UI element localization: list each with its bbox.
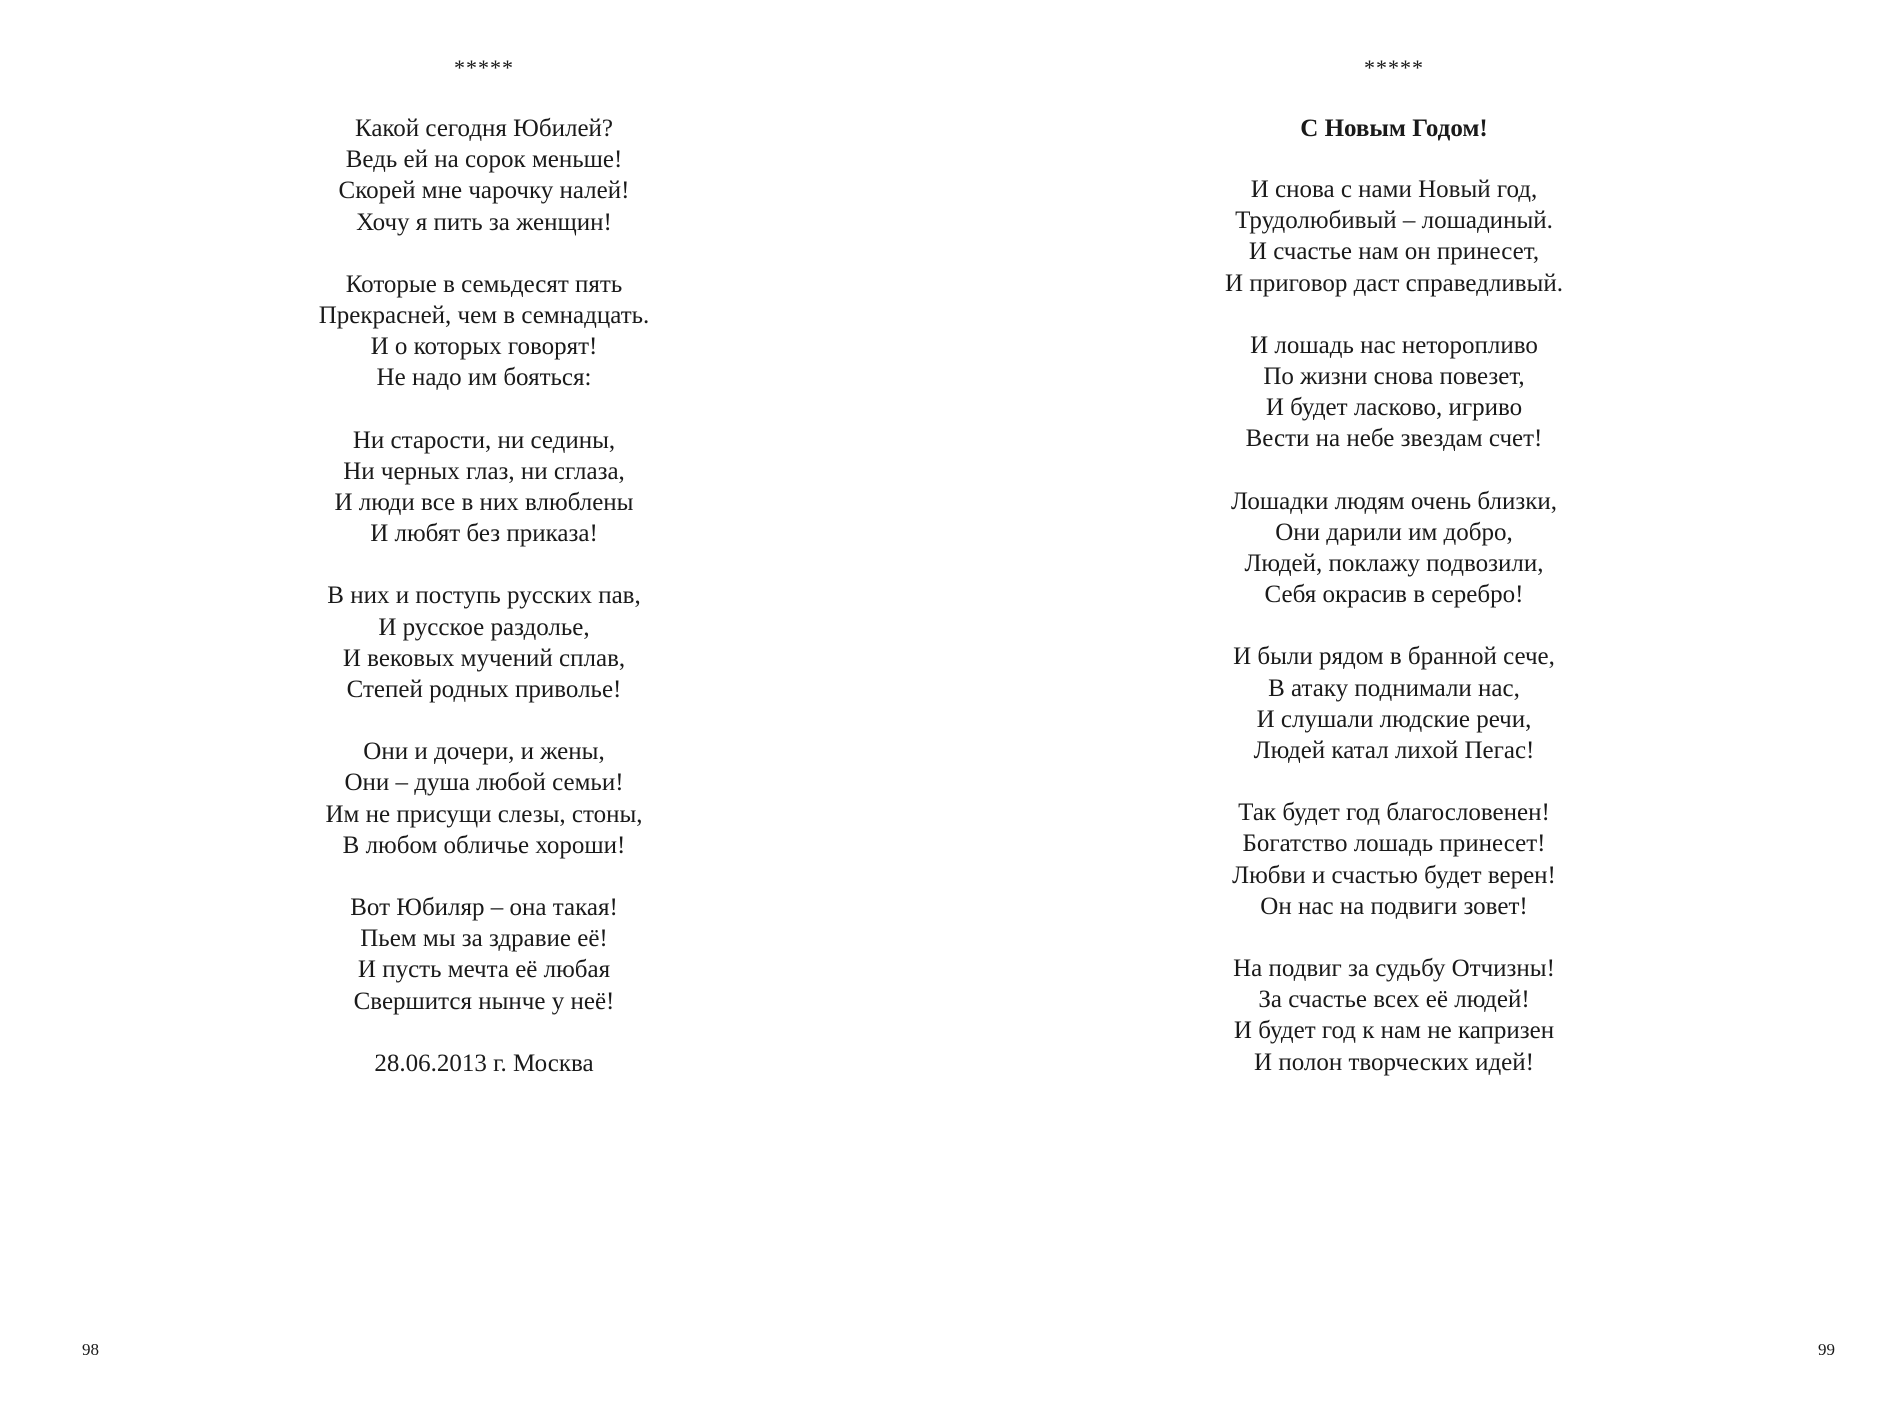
right-page (948, 0, 1896, 1412)
poem-line: Он нас на подвиги зовет! (1260, 892, 1528, 920)
poem-line: И счастье нам он принесет, (1248, 238, 1540, 266)
poem-line: Вот Юбиляр – она такая! (350, 894, 618, 922)
poem-line: Пьем мы за здравие её! (360, 925, 608, 953)
poem-line: Людей катал лихой Пегас! (1253, 737, 1535, 765)
poem-line: Они дарили им добро, (1275, 518, 1513, 546)
poem-line: И о которых говорят! (370, 333, 598, 361)
stanza (1094, 641, 1694, 766)
poem-line: И будет ласково, игриво (1265, 394, 1523, 422)
poem-line: По жизни снова повезет, (1263, 363, 1525, 391)
poem-line: И люди все в них влюблены (334, 489, 634, 517)
stanza (1094, 174, 1694, 299)
stanza (184, 892, 784, 1017)
poem-line: И будет год к нам не капризен (1233, 1017, 1555, 1045)
poem-line: И слушали людские речи, (1256, 705, 1532, 733)
poem-line: Прекрасней, чем в семнадцать. (318, 302, 650, 330)
poem-line: Какой сегодня Юбилей? (354, 115, 614, 142)
poem-line: Ни черных глаз, ни сглаза, (343, 457, 625, 485)
date-signature: 28.06.2013 г. Москва (374, 1049, 594, 1077)
poem-line: И любят без приказа! (370, 520, 598, 548)
poem-line: Степей родных приволье! (346, 676, 622, 704)
poem-line: И вековых мучений сплав, (342, 644, 626, 672)
poem-line: И были рядом в бранной сече, (1233, 643, 1555, 671)
poem-line: Богатство лошадь принесет! (1242, 830, 1546, 858)
stanza (184, 736, 784, 861)
poem-new-year (1094, 52, 1694, 1109)
page-number-left: 98 (82, 1340, 99, 1359)
poem-line: И пусть мечта её любая (357, 956, 611, 984)
stanza (1094, 330, 1694, 455)
poem-line: Себя окрасив в серебро! (1264, 581, 1524, 609)
stanza (1094, 486, 1694, 611)
poem-line: Вести на небе звездам счет! (1245, 425, 1543, 453)
poem-line: Лошадки людям очень близки, (1230, 487, 1557, 515)
poem-line: Ни старости, ни седины, (352, 426, 616, 454)
poem-line: Трудолюбивый – лошадиный. (1235, 207, 1553, 235)
poem-line: Людей, поклажу подвозили, (1244, 550, 1544, 578)
poem-line: Не надо им бояться: (376, 364, 592, 392)
poem-line: И приговор даст справедливый. (1225, 269, 1563, 297)
stanza (1094, 953, 1694, 1078)
poem-line: И русское раздолье, (378, 613, 590, 641)
section-separator: ***** (454, 55, 514, 80)
poem-line: И снова с нами Новый год, (1250, 176, 1538, 203)
stanza (184, 425, 784, 550)
poem-line: В атаку поднимали нас, (1268, 674, 1520, 702)
poem-line: В них и поступь русских пав, (327, 582, 641, 610)
poem-jubilee (184, 52, 784, 1079)
poem-line: Любви и счастью будет верен! (1232, 861, 1556, 889)
poem-line: Им не присущи слезы, стоны, (325, 800, 643, 828)
poem-line: Свершится нынче у неё! (353, 987, 615, 1015)
poem-line: Ведь ей на сорок меньше! (345, 146, 623, 174)
poem-line: Так будет год благословенен! (1238, 799, 1550, 827)
poem-line: В любом обличье хороши! (342, 831, 626, 859)
poem-line: Которые в семьдесят пять (345, 270, 623, 298)
poem-line: На подвиг за судьбу Отчизны! (1233, 955, 1555, 983)
poem-line: Они и дочери, и жены, (363, 738, 605, 766)
page-number-right: 99 (1818, 1340, 1835, 1359)
poem-title: С Новым Годом! (1300, 115, 1488, 142)
poem-line: Хочу я пить за женщин! (356, 208, 612, 236)
poem-line: За счастье всех её людей! (1258, 986, 1530, 1014)
poem-line: И полон творческих идей! (1254, 1048, 1534, 1076)
stanza (184, 580, 784, 705)
stanza (184, 269, 784, 394)
poem-line: Они – душа любой семьи! (344, 769, 624, 797)
stanza (1094, 797, 1694, 922)
section-separator: ***** (1364, 55, 1424, 80)
poem-line: И лошадь нас неторопливо (1250, 331, 1538, 359)
poem-line: Скорей мне чарочку налей! (338, 177, 630, 205)
stanza (184, 113, 784, 238)
